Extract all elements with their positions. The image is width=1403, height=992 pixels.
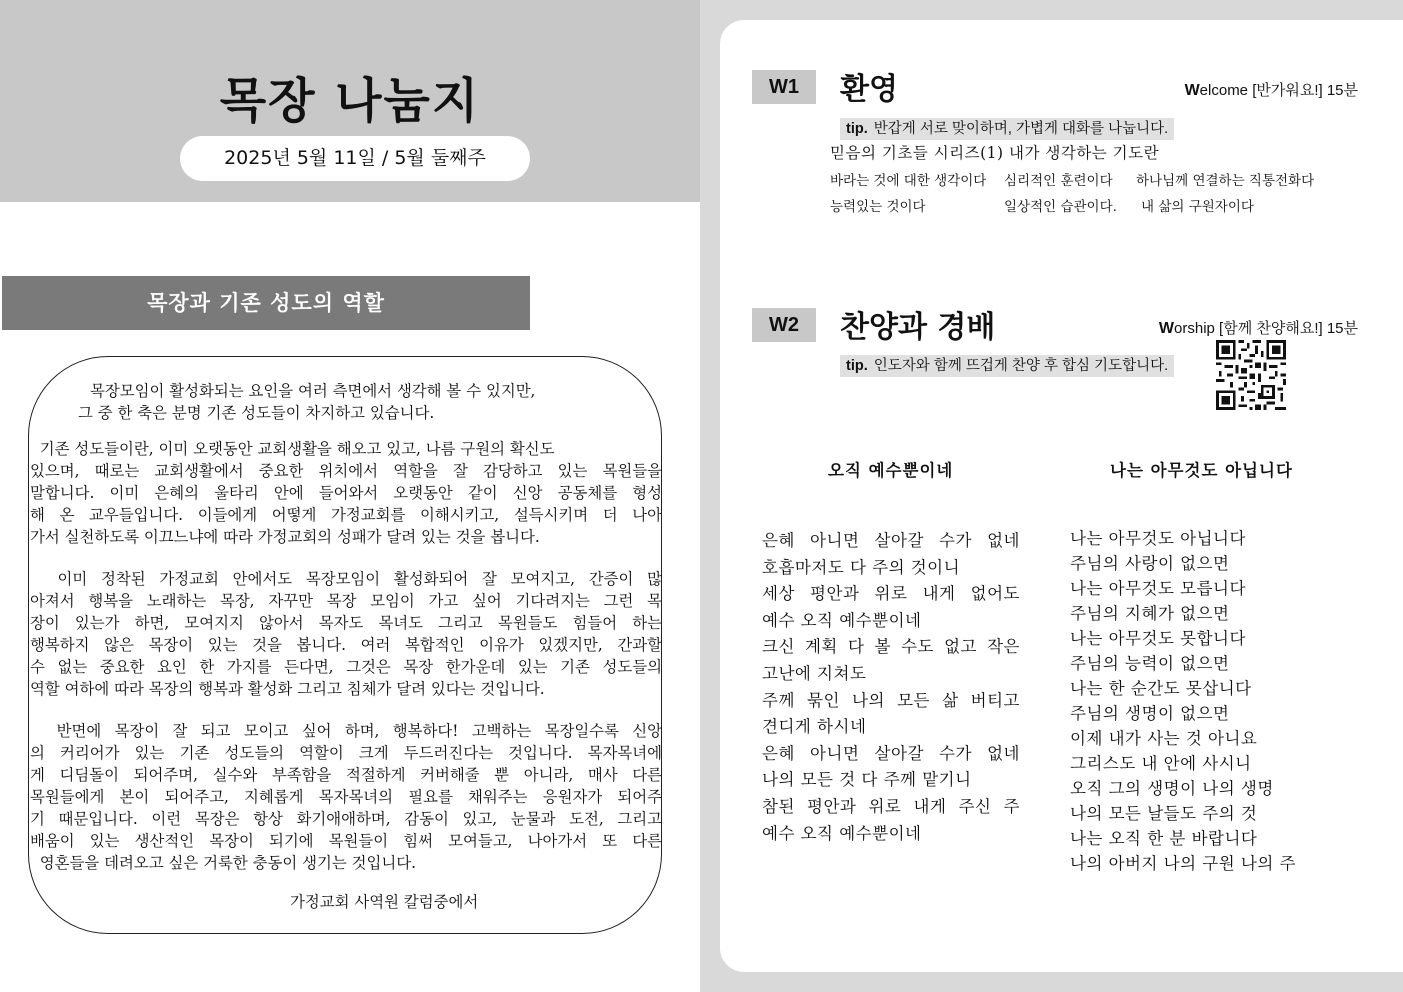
article-intro: [78, 380, 638, 424]
paragraph-line: 배움이 있는 생산적인 목장이 되기에 목원들이 힘써 모여들고, 나아가서 또 다른: [30, 832, 662, 850]
lyric-line: 고난에 지쳐도: [762, 663, 867, 683]
song2-title: 나는 아무것도 아닙니다: [1110, 461, 1293, 480]
w1-tip: [840, 118, 1174, 140]
date-label: 2025년 5월 11일 / 5월 둘째주: [180, 136, 530, 181]
article-paragraph-3: [30, 720, 662, 874]
prayer-option: 능력있는 것이다: [830, 199, 926, 215]
paragraph-line: 장이 있는가 하면, 모여지지 않아서 목자도 목녀도 그리고 목원들도 힘들어 하는: [30, 614, 662, 632]
lyric-line: 나는 오직 한 분 바랍니다: [1070, 829, 1258, 848]
intro-line: 그 중 한 축은 분명 기존 성도들이 차지하고 있습니다.: [78, 404, 435, 422]
paragraph-line: 있으며, 때로는 교회생활에서 중요한 위치에서 역할을 잘 감당하고 있는 목원들을: [30, 462, 662, 480]
lyric-line: 크신 계획 다 볼 수도 없고 작은: [762, 637, 1020, 657]
w1-note-text: elcome [반가워요!] 15분: [1199, 82, 1358, 99]
w2-note: [1159, 317, 1358, 338]
tip-label: tip.: [846, 121, 868, 137]
paragraph-line: 아져서 행복을 노래하는 목장, 자꾸만 목장 모임이 가고 싶어 기다려지는 그런 목: [30, 592, 662, 610]
paragraph-line: 해 온 교우들입니다. 이들에게 어떻게 가정교회를 이해시키고, 설득시키며 더 나아: [30, 506, 662, 524]
lyric-line: 나는 아무것도 모릅니다: [1070, 579, 1246, 598]
lyric-line: 호흡마저도 다 주의 것이니: [762, 557, 961, 577]
prayer-option: 하나님께 연결하는 직통전화다: [1136, 173, 1315, 189]
paragraph-line: 기 때문입니다. 이런 목장은 항상 화기애애하며, 감동이 있고, 눈물과 도전, 그리고: [30, 810, 662, 828]
prayer-option: 일상적인 습관이다.: [1004, 199, 1117, 215]
paragraph-line: 목원들에게 본이 되어주고, 지혜롭게 목자목녀의 필요를 채워주는 응원자가 되어주: [30, 788, 662, 806]
song2-lyrics: [1070, 526, 1330, 876]
lyric-line: 주님의 능력이 없으면: [1070, 654, 1230, 673]
tip-label: tip.: [846, 358, 868, 374]
page-title: 목장 나눔지: [219, 73, 481, 129]
song1-lyrics: [762, 528, 1020, 847]
w2-badge: W2: [752, 308, 816, 342]
lyric-line: 견디게 하시네: [762, 717, 867, 737]
qr-code-icon[interactable]: [1216, 340, 1286, 410]
lyric-line: 그리스도 내 안에 사시니: [1070, 754, 1252, 773]
lyric-line: 오직 그의 생명이 나의 생명: [1070, 779, 1274, 798]
paragraph-line: 반면에 목장이 잘 되고 모이고 싶어 하며, 행복하다! 고백하는 목장일수록 신앙: [30, 722, 662, 740]
paragraph-line: 행복하지 않은 목장이 있는 것을 봅니다. 여러 복합적인 이유가 있겠지만, 간과할: [30, 636, 662, 654]
left-page: [0, 0, 700, 992]
lyric-line: 은혜 아니면 살아갈 수가 없네: [762, 743, 1020, 763]
paragraph-line: 이미 정착된 가정교회 안에서도 목장모임이 활성화되어 잘 모여지고, 간증이 많: [30, 570, 662, 588]
paragraph-line: 기존 성도들이란, 이미 오랫동안 교회생활을 해오고 있고, 나름 구원의 확신도: [30, 440, 555, 458]
lyric-line: 이제 내가 사는 것 아니요: [1070, 729, 1258, 748]
paragraph-line: 말합니다. 이미 은혜의 울타리 안에 들어와서 오랫동안 같이 신앙 공동체를 형성: [30, 484, 662, 502]
w2-note-text: orship [함께 찬양해요!] 15분: [1174, 320, 1358, 337]
lyric-line: 주께 묶인 나의 모든 삶 버티고: [762, 690, 1020, 710]
lyric-line: 나의 모든 날들도 주의 것: [1070, 804, 1258, 823]
lyric-line: 예수 오직 예수뿐이네: [762, 610, 922, 630]
lyric-line: 참된 평안과 위로 내게 주신 주: [762, 796, 1020, 816]
w1-note-letter: W: [1184, 82, 1200, 99]
w1-badge: W1: [752, 70, 816, 104]
paragraph-line: 수 없는 중요한 요인 한 가지를 든다면, 그것은 목장 한가운데 있는 기존 성도들의: [30, 658, 662, 676]
lyric-line: 나는 아무것도 못합니다: [1070, 629, 1246, 648]
lyric-line: 나의 아버지 나의 구원 나의 주: [1070, 854, 1296, 873]
tip-text: 반갑게 서로 맞이하며, 가볍게 대화를 나눕니다.: [873, 121, 1169, 137]
lyric-line: 나는 아무것도 아닙니다: [1070, 529, 1246, 548]
paragraph-line: 게 디딤돌이 되어주며, 실수와 부족함을 적절하게 커버해줄 뿐 아니라, 매사 다른: [30, 766, 662, 784]
lyric-line: 주님의 지혜가 없으면: [1070, 604, 1230, 623]
lyric-line: 나의 모든 것 다 주께 맡기니: [762, 770, 972, 790]
article-paragraph-1: [30, 438, 662, 548]
lyric-line: 은혜 아니면 살아갈 수가 없네: [762, 531, 1020, 550]
lyric-line: 예수 오직 예수뿐이네: [762, 823, 922, 843]
w2-tip: [840, 355, 1174, 377]
paragraph-line: 역할 여하에 따라 목장의 행복과 활성화 그리고 침체가 달려 있다는 것입니다.: [30, 680, 545, 698]
article-source: 가정교회 사역원 칼럼중에서: [290, 893, 479, 911]
w1-title: 환영: [840, 72, 898, 107]
w2-title: 찬양과 경배: [840, 310, 996, 345]
prayer-option: 심리적인 훈련이다: [1004, 173, 1113, 189]
song1-title: 오직 예수뿐이네: [828, 461, 954, 480]
prayer-option: 바라는 것에 대한 생각이다: [830, 173, 987, 189]
tip-text: 인도자와 함께 뜨겁게 찬양 후 합심 기도합니다.: [873, 358, 1169, 374]
paragraph-line: 영혼들을 데려오고 싶은 거룩한 충동이 생기는 것입니다.: [30, 854, 416, 872]
article-paragraph-2: [30, 568, 662, 700]
paragraph-line: 의 커리어가 있는 기존 성도들의 역할이 크게 두드러진다는 것입니다. 목자목녀에: [30, 744, 662, 762]
lyric-line: 나는 한 순간도 못삽니다: [1070, 679, 1252, 698]
w1-series: 믿음의 기초들 시리즈(1) 내가 생각하는 기도란: [830, 144, 1160, 162]
w2-note-letter: W: [1158, 320, 1175, 337]
lyric-line: 세상 평안과 위로 내게 없어도: [762, 584, 1020, 604]
prayer-option: 내 삶의 구원자이다: [1141, 199, 1254, 215]
lyric-line: 주님의 생명이 없으면: [1070, 704, 1230, 723]
lyric-line: 주님의 사랑이 없으면: [1070, 554, 1230, 573]
paragraph-line: 가서 실천하도록 이끄느냐에 따라 가정교회의 성패가 달려 있는 것을 봅니다.: [30, 528, 540, 546]
w1-note: [1185, 79, 1358, 100]
section-title: 목장과 기존 성도의 역할: [2, 276, 530, 330]
intro-line: 목장모임이 활성화되는 요인을 여러 측면에서 생각해 볼 수 있지만,: [90, 382, 536, 400]
